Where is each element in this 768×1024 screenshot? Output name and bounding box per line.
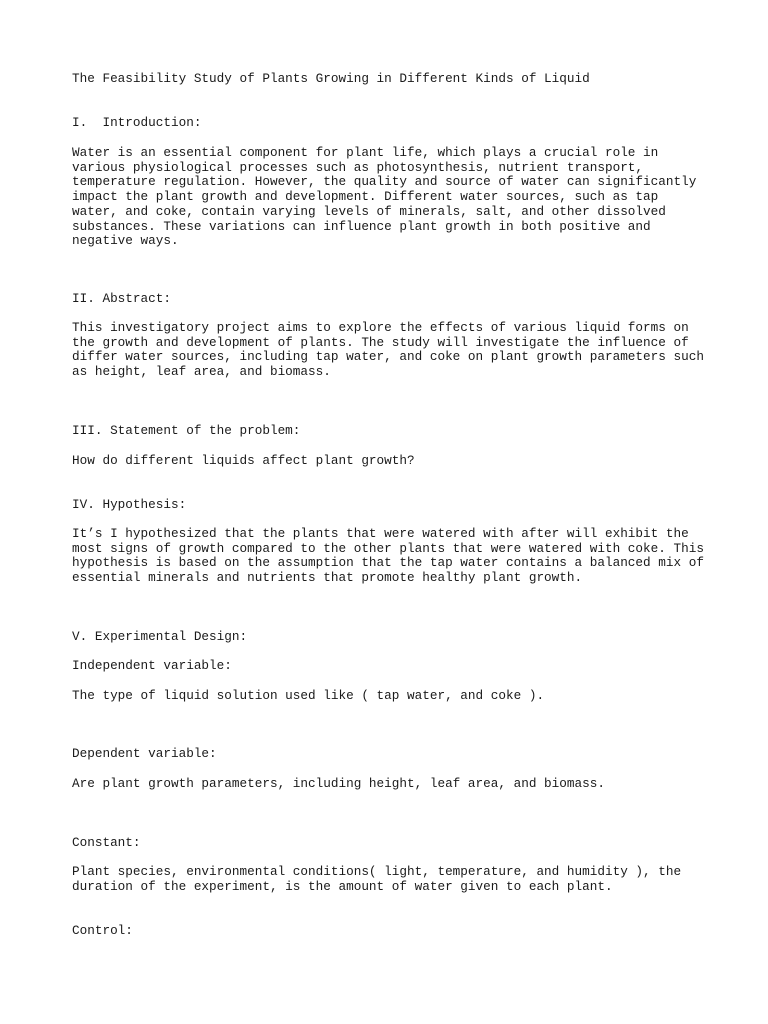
constant-line: Plant species, environmental conditions( light, temperature, and humidity ), the — [72, 864, 682, 879]
hypothesis-heading: IV. Hypothesis: — [72, 497, 187, 512]
introduction-line: Water is an essential component for plant life, which plays a crucial role in — [72, 145, 659, 160]
introduction-line: temperature regulation. However, the quality and source of water can significantly — [72, 174, 697, 190]
hypothesis-line: hypothesis is based on the assumption that the tap water contains a balanced mix of — [72, 555, 704, 571]
document-title: The Feasibility Study of Plants Growing in Different Kinds of Liquid — [72, 71, 590, 86]
introduction-line: various physiological processes such as photosynthesis, nutrient transport, — [72, 159, 644, 175]
constant-line: duration of the experiment, is the amount of water given to each plant. — [72, 878, 613, 894]
dependent-variable-line: Are plant growth parameters, including height, leaf area, and biomass. — [72, 776, 605, 791]
introduction-line: water, and coke, contain varying levels of minerals, salt, and other dissolved — [72, 203, 666, 219]
problem-heading: III. Statement of the problem: — [72, 423, 301, 438]
abstract-heading: II. Abstract: — [72, 291, 171, 306]
introduction-line: impact the plant growth and development. Different water sources, such as tap — [72, 189, 659, 205]
hypothesis-line: essential minerals and nutrients that promote healthy plant growth. — [72, 570, 583, 586]
abstract-line: as height, leaf area, and biomass. — [72, 364, 331, 380]
hypothesis-line: It’s I hypothesized that the plants that were watered with after will exhibit the — [72, 526, 689, 541]
abstract-line: This investigatory project aims to explore the effects of various liquid forms on — [72, 320, 689, 335]
introduction-line: negative ways. — [72, 233, 179, 249]
introduction-heading: I. Introduction: — [72, 115, 202, 130]
abstract-line: differ water sources, including tap water, and coke on plant growth parameters such — [72, 349, 704, 365]
abstract-line: the growth and development of plants. The study will investigate the influence of — [72, 334, 689, 350]
dependent-variable-heading: Dependent variable: — [72, 746, 217, 761]
independent-variable-line: The type of liquid solution used like ( tap water, and coke ). — [72, 688, 545, 703]
constant-heading: Constant: — [72, 835, 141, 850]
introduction-line: substances. These variations can influence plant growth in both positive and — [72, 218, 651, 234]
hypothesis-line: most signs of growth compared to the other plants that were watered with coke. This — [72, 540, 704, 556]
design-heading: V. Experimental Design: — [72, 629, 248, 644]
problem-line: How do different liquids affect plant growth? — [72, 453, 415, 468]
independent-variable-heading: Independent variable: — [72, 658, 232, 673]
control-heading: Control: — [72, 923, 133, 938]
